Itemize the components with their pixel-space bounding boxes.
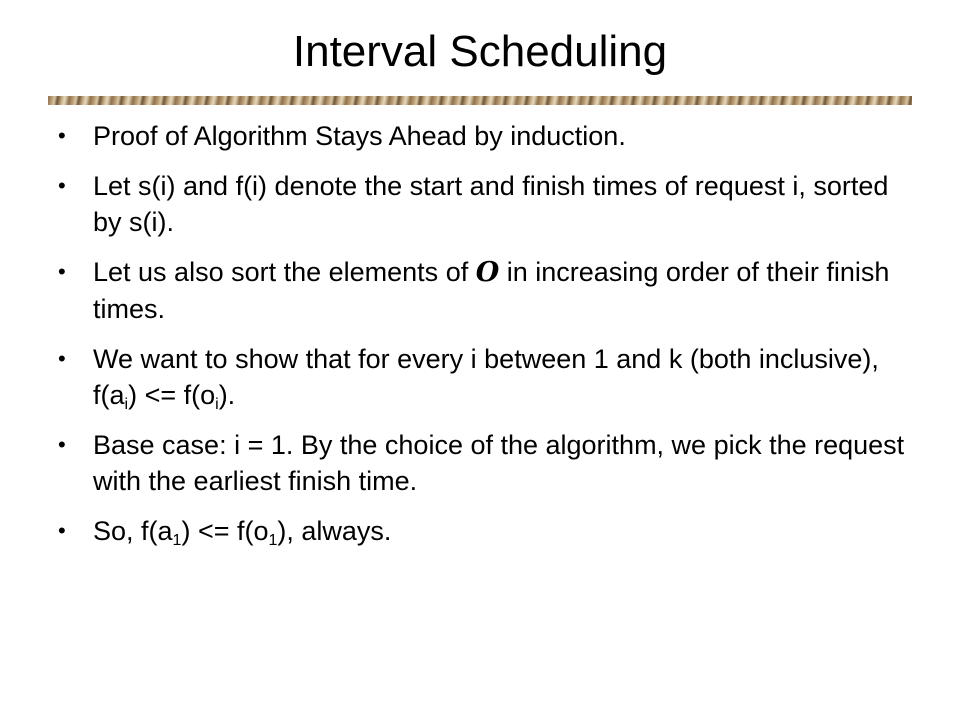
bullet-dot-icon: • [58,346,66,371]
bullet-text: We want to show that for every i between 1 and k (both inclusive), f(a [93,344,879,410]
bullet-text: ) <= f(o [128,380,216,410]
subscript: 1 [172,532,182,549]
set-o-symbol: O [475,257,500,288]
bullet-dot-icon: • [58,123,66,148]
bullet-dot-icon: • [58,432,66,457]
bullet-text: ). [218,380,236,410]
bullet-text: in increasing order of their finish times. [93,257,890,324]
bullet-dot-icon: • [58,518,66,543]
bullet-text: ) <= f(o [181,516,269,546]
bullet-item [58,168,908,240]
subscript: 1 [268,532,278,549]
bullet-dot-icon: • [58,259,66,284]
bullet-text: So, f(a [93,516,173,546]
bullet-list [58,118,908,563]
bullet-item [58,118,908,154]
bullet-item [58,341,908,413]
bullet-dot-icon: • [58,173,66,198]
bullet-text: Proof of Algorithm Stays Ahead by induction. [93,121,626,151]
bullet-text: Base case: i = 1. By the choice of the algorithm, we pick the request with the earliest finish time. [93,430,905,496]
bullet-text: Let us also sort the elements of [93,257,476,287]
bullet-item [58,427,908,499]
bullet-item [58,254,908,327]
bullet-item [58,513,908,549]
bullet-text: Let s(i) and f(i) denote the start and finish times of request i, sorted by s(i). [93,171,889,237]
subscript: i [215,396,219,413]
subscript: i [124,396,129,413]
bullet-text: ), always. [277,516,392,546]
textured-divider [48,96,912,105]
slide-title: Interval Scheduling [292,27,668,76]
